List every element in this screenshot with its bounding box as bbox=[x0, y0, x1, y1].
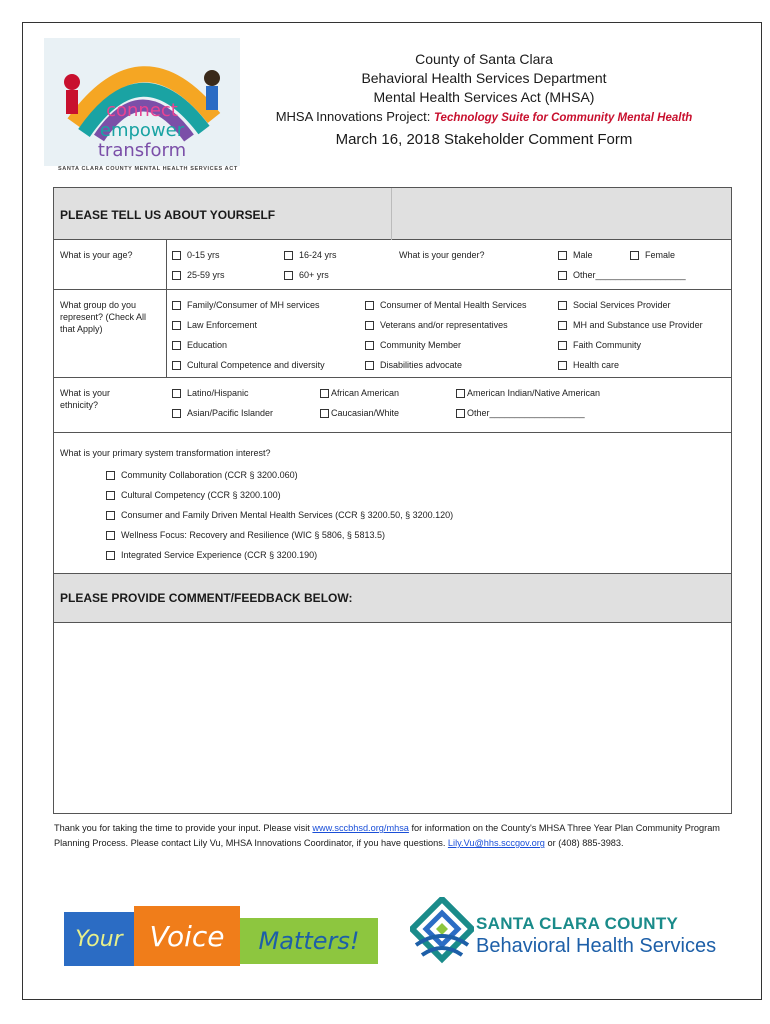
checkbox[interactable] bbox=[365, 361, 374, 370]
group-option-community-member[interactable] bbox=[365, 339, 461, 351]
checkbox[interactable] bbox=[284, 271, 293, 280]
row-divider bbox=[54, 377, 731, 378]
ethnicity-option-latino[interactable] bbox=[172, 387, 249, 399]
your-voice-matters-banner bbox=[64, 906, 378, 966]
checkbox[interactable] bbox=[172, 271, 181, 280]
checkbox[interactable] bbox=[558, 271, 567, 280]
checkbox[interactable] bbox=[558, 361, 567, 370]
header-act: Mental Health Services Act (MHSA) bbox=[373, 89, 595, 105]
group-question: What group do you represent? (Check All that Apply) bbox=[60, 300, 147, 334]
checkbox[interactable] bbox=[320, 389, 329, 398]
group-option-social-services[interactable] bbox=[558, 299, 671, 311]
age-question: What is your age? bbox=[60, 250, 133, 260]
age-option-25-59[interactable] bbox=[172, 269, 225, 281]
option-label: MH and Substance use Provider bbox=[573, 320, 703, 330]
section-title-feedback: PLEASE PROVIDE COMMENT/FEEDBACK BELOW: bbox=[60, 591, 353, 605]
banner-voice: Voice bbox=[134, 906, 240, 966]
checkbox[interactable] bbox=[558, 321, 567, 330]
header-title-block bbox=[245, 50, 723, 149]
gender-question: What is your gender? bbox=[399, 250, 485, 260]
ethnicity-option-asian[interactable] bbox=[172, 407, 273, 419]
footer-text: or (408) 885-3983. bbox=[544, 838, 624, 848]
checkbox[interactable] bbox=[172, 251, 181, 260]
header-project-title: Technology Suite for Community Mental Health bbox=[433, 112, 693, 124]
option-label: Family/Consumer of MH services bbox=[187, 300, 320, 310]
option-label: Female bbox=[645, 250, 676, 260]
checkbox[interactable] bbox=[558, 341, 567, 350]
county-name: SANTA CLARA COUNTY bbox=[476, 914, 679, 933]
ethnicity-option-caucasian[interactable] bbox=[320, 407, 399, 419]
interest-option-cultural-competency[interactable] bbox=[106, 489, 281, 501]
checkbox[interactable] bbox=[630, 251, 639, 260]
checkbox[interactable] bbox=[172, 301, 181, 310]
interest-option-integrated-service[interactable] bbox=[106, 549, 317, 561]
option-label: Wellness Focus: Recovery and Resilience (WIC § 5806, § 5813.5) bbox=[121, 530, 385, 540]
age-option-0-15[interactable] bbox=[172, 249, 220, 261]
footer-text: Thank you for taking the time to provide your input. Please visit bbox=[54, 823, 313, 833]
option-label: Disabilities advocate bbox=[380, 360, 463, 370]
checkbox[interactable] bbox=[106, 551, 115, 560]
option-label: 25-59 yrs bbox=[187, 270, 225, 280]
county-logo-icon bbox=[410, 897, 474, 969]
checkbox[interactable] bbox=[320, 409, 329, 418]
row-divider bbox=[54, 289, 731, 290]
section-header-about bbox=[54, 188, 731, 240]
feedback-textarea[interactable] bbox=[54, 624, 731, 813]
option-label: Cultural Competency (CCR § 3200.100) bbox=[121, 490, 281, 500]
option-label: Consumer and Family Driven Mental Health Services (CCR § 3200.50, § 3200.120) bbox=[121, 510, 454, 520]
option-label: Community Collaboration (CCR § 3200.060) bbox=[121, 470, 298, 480]
header-county: County of Santa Clara bbox=[415, 51, 553, 67]
group-option-disabilities[interactable] bbox=[365, 359, 462, 371]
banner-matters: Matters! bbox=[240, 918, 378, 964]
age-option-16-24[interactable] bbox=[284, 249, 337, 261]
checkbox[interactable] bbox=[172, 389, 181, 398]
county-department: Behavioral Health Services bbox=[476, 935, 717, 957]
header-project bbox=[245, 107, 723, 128]
option-label: Other___________________ bbox=[467, 408, 585, 418]
ethnicity-question: What is your ethnicity? bbox=[60, 388, 111, 410]
group-option-faith-community[interactable] bbox=[558, 339, 641, 351]
group-option-consumer-mh[interactable] bbox=[365, 299, 527, 311]
group-option-veterans[interactable] bbox=[365, 319, 508, 331]
mhsa-logo bbox=[44, 38, 240, 178]
checkbox[interactable] bbox=[106, 491, 115, 500]
checkbox[interactable] bbox=[365, 341, 374, 350]
option-label: Law Enforcement bbox=[187, 320, 258, 330]
group-option-family-consumer[interactable] bbox=[172, 299, 320, 311]
group-option-cultural-competence[interactable] bbox=[172, 359, 325, 371]
footer-text: for information on the County's MHSA Three Year Plan Community Program Planning Process. Please contact Lily Vu, MHSA Innovations Coordinator, if you have questions. bbox=[54, 823, 720, 848]
checkbox[interactable] bbox=[284, 251, 293, 260]
option-label: American Indian/Native American bbox=[467, 388, 601, 398]
option-label: Veterans and/or representatives bbox=[380, 320, 508, 330]
checkbox[interactable] bbox=[172, 361, 181, 370]
option-label: Health care bbox=[573, 360, 620, 370]
checkbox[interactable] bbox=[106, 511, 115, 520]
option-label: 60+ yrs bbox=[299, 270, 329, 280]
logo-word-transform: transform bbox=[97, 140, 187, 161]
header-project-prefix: MHSA Innovations Project: bbox=[275, 109, 434, 124]
contact-email-link[interactable]: Lily.Vu@hhs.sccgov.org bbox=[447, 838, 545, 848]
option-label: Cultural Competence and diversity bbox=[187, 360, 325, 370]
option-label: 0-15 yrs bbox=[187, 250, 220, 260]
group-option-law-enforcement[interactable] bbox=[172, 319, 257, 331]
option-label: Social Services Provider bbox=[573, 300, 671, 310]
banner-your: Your bbox=[64, 912, 134, 966]
checkbox[interactable] bbox=[106, 531, 115, 540]
option-label: Caucasian/White bbox=[331, 408, 400, 418]
header-department: Behavioral Health Services Department bbox=[361, 70, 607, 86]
checkbox[interactable] bbox=[106, 471, 115, 480]
gender-option-female[interactable] bbox=[630, 249, 675, 261]
checkbox[interactable] bbox=[172, 321, 181, 330]
group-option-health-care[interactable] bbox=[558, 359, 619, 371]
option-label: Asian/Pacific Islander bbox=[187, 408, 274, 418]
header-form-title: March 16, 2018 Stakeholder Comment Form bbox=[335, 131, 633, 148]
age-option-60-plus[interactable] bbox=[284, 269, 329, 281]
interest-option-consumer-family[interactable] bbox=[106, 509, 453, 521]
group-option-mh-substance[interactable] bbox=[558, 319, 703, 331]
checkbox[interactable] bbox=[365, 301, 374, 310]
option-label: 16-24 yrs bbox=[299, 250, 337, 260]
gender-option-other[interactable] bbox=[558, 269, 686, 281]
interest-option-community-collaboration[interactable] bbox=[106, 469, 298, 481]
checkbox[interactable] bbox=[172, 409, 181, 418]
ethnicity-option-other[interactable] bbox=[456, 407, 585, 419]
column-divider bbox=[166, 240, 167, 377]
section-header-feedback bbox=[54, 573, 731, 623]
mhsa-website-link[interactable]: www.sccbhsd.org/mhsa bbox=[312, 823, 409, 833]
ethnicity-option-american-indian[interactable] bbox=[456, 387, 600, 399]
interest-question: What is your primary system transformation interest? bbox=[60, 448, 271, 458]
ethnicity-option-african-american[interactable] bbox=[320, 387, 399, 399]
row-divider bbox=[54, 432, 731, 433]
interest-option-wellness[interactable] bbox=[106, 529, 385, 541]
option-label: Integrated Service Experience (CCR § 3200.190) bbox=[121, 550, 318, 560]
logo-caption: SANTA CLARA COUNTY MENTAL HEALTH SERVICES ACT bbox=[58, 166, 238, 172]
checkbox[interactable] bbox=[456, 389, 465, 398]
option-label: Faith Community bbox=[573, 340, 642, 350]
footer-note bbox=[54, 821, 724, 851]
logo-word-empower: empower bbox=[99, 120, 185, 141]
option-label: Male bbox=[573, 250, 593, 260]
stakeholder-form bbox=[53, 187, 732, 814]
section-title-about: PLEASE TELL US ABOUT YOURSELF bbox=[60, 208, 276, 222]
checkbox[interactable] bbox=[365, 321, 374, 330]
checkbox[interactable] bbox=[558, 251, 567, 260]
group-option-education[interactable] bbox=[172, 339, 227, 351]
gender-option-male[interactable] bbox=[558, 249, 593, 261]
option-label: Latino/Hispanic bbox=[187, 388, 249, 398]
logo-word-connect: connect bbox=[106, 100, 178, 121]
option-label: Education bbox=[187, 340, 228, 350]
checkbox[interactable] bbox=[456, 409, 465, 418]
checkbox[interactable] bbox=[558, 301, 567, 310]
option-label: Consumer of Mental Health Services bbox=[380, 300, 527, 310]
option-label: African American bbox=[331, 388, 400, 398]
header-divider bbox=[391, 188, 392, 240]
checkbox[interactable] bbox=[172, 341, 181, 350]
option-label: Other__________________ bbox=[573, 270, 686, 280]
option-label: Community Member bbox=[380, 340, 462, 350]
